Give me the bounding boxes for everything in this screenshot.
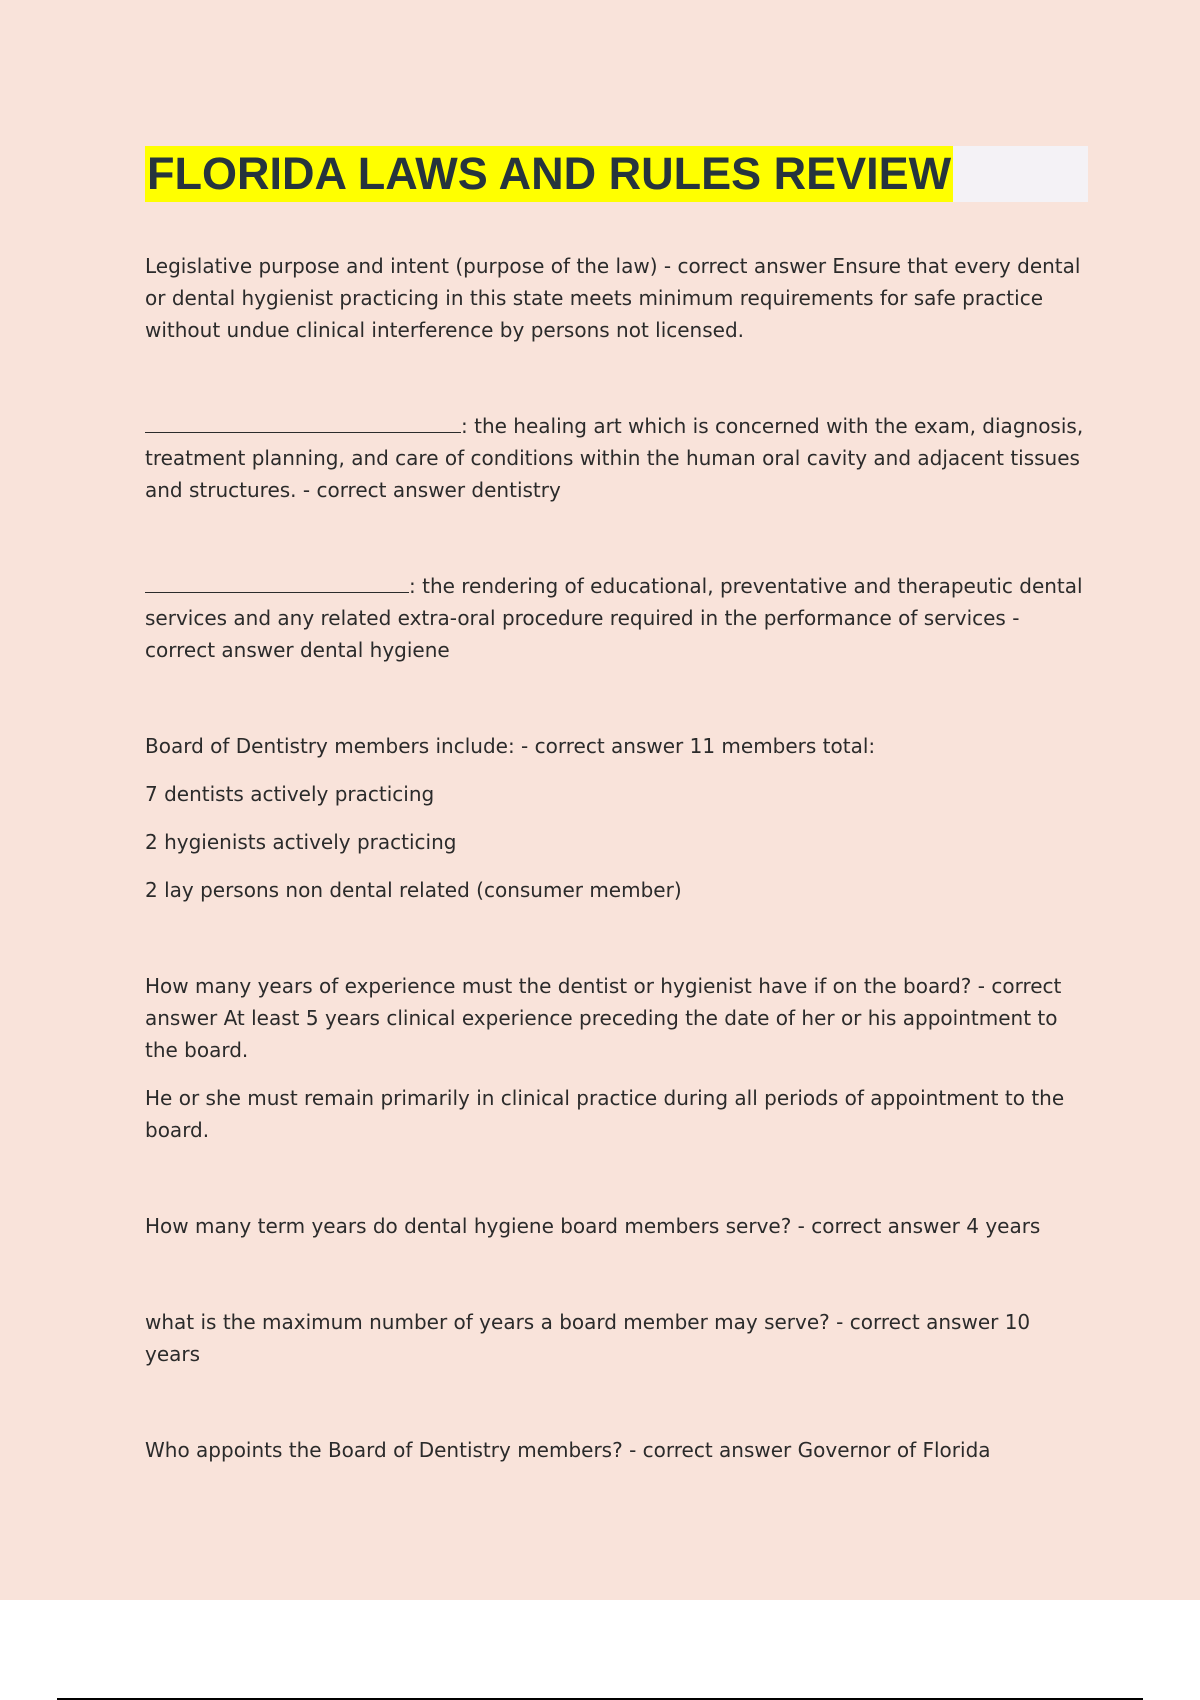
document-title: FLORIDA LAWS AND RULES REVIEW: [145, 146, 953, 202]
qa-item-term-years: How many term years do dental hygiene board members serve? - correct answer 4 years: [145, 1214, 1041, 1238]
qa-item-legislative-purpose: Legislative purpose and intent (purpose of the law) - correct answer Ensure that every dental or dental hygienist practicing in this state meets minimum requirements for safe practice without undue clinical interference by persons not licensed.: [145, 254, 1081, 342]
qa-item-dentistry-definition: [145, 410, 1090, 506]
qa-item-dental-hygiene-definition: [145, 570, 1090, 666]
qa-item-board-experience: How many years of experience must the dentist or hygienist have if on the board? - correct answer At least 5 years clinical experience preceding the date of her or his appointment to the board.: [145, 974, 1062, 1062]
board-member-line: 7 dentists actively practicing: [145, 782, 435, 806]
qa-item-text: : the rendering of educational, preventative and therapeutic dental services and any related extra-oral procedure required in the performance of services - correct answer dental hygiene: [145, 574, 1083, 662]
qa-item-board-experience-note: He or she must remain primarily in clinical practice during all periods of appointment to the board.: [145, 1086, 1065, 1142]
document-body: [145, 250, 1090, 1466]
qa-item-board-members: Board of Dentistry members include: - correct answer 11 members total:: [145, 734, 876, 758]
board-member-line: 2 hygienists actively practicing: [145, 830, 457, 854]
title-block: [145, 146, 1088, 202]
board-member-line: 2 lay persons non dental related (consumer member): [145, 878, 682, 902]
qa-item-appointer: Who appoints the Board of Dentistry members? - correct answer Governor of Florida: [145, 1438, 991, 1462]
fill-in-blank: [145, 570, 409, 593]
qa-item-max-years: what is the maximum number of years a board member may serve? - correct answer 10 years: [145, 1310, 1031, 1366]
fill-in-blank: [145, 410, 461, 433]
qa-item-text: : the healing art which is concerned with the exam, diagnosis, treatment planning, and care of conditions within the human oral cavity and adjacent tissues and structures. - correct answer dentistry: [145, 414, 1084, 502]
